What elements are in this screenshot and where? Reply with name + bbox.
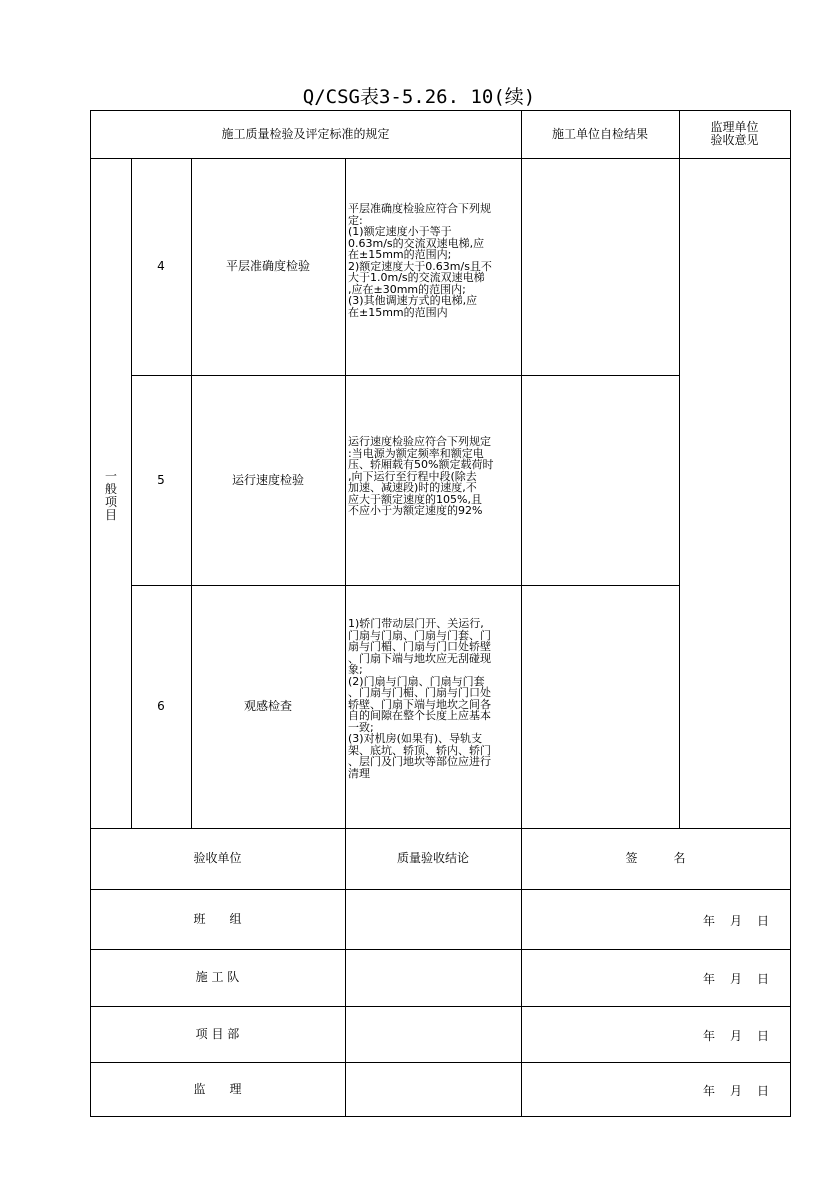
signoff-unit: 班 组 [193, 911, 242, 926]
date-day: 日 [757, 972, 770, 986]
date-day: 日 [757, 1084, 770, 1098]
item-requirement: 平层准确度检验应符合下列规 定: (1)额定速度小于等于 0.63m/s的交流双速电梯,应 在±15mm的范围内; 2)额定速度大于0.63m/s且不 大于1.0m/s的交流双速电梯 ,应在±30mm的范围内; (3)其他调速方式的电梯,应 在±15mm的范围内 [348, 202, 492, 319]
date-year: 年 [703, 1029, 716, 1043]
table-border-bottom [90, 1116, 791, 1117]
signoff-unit: 项 目 部 [195, 1026, 240, 1041]
item-number: 6 [157, 699, 165, 713]
header-self-check: 施工单位自检结果 [551, 126, 648, 141]
header-supervisor-line2: 验收意见 [710, 133, 759, 147]
col-divider-supervisor [679, 110, 680, 828]
signoff-unit-header: 验收单位 [193, 851, 242, 865]
item-requirement: 1)轿门带动层门开、关运行, 门扇与门扇、门扇与门套、门 扇与门楣、门扇与门口处轿壁 、门扇下端与地坎应无刮碰现 象; (2)门扇与门扇、门扇与门套 、门扇与门楣、门扇与门口处 轿壁、门扇下端与地坎之间各 自的间隙在整个长度上应基本 一致; (3)对机房(如果有)、导轨支 架、底坑、轿顶、轿内、轿门 、层门及门地坎等部位应进行 清理 [348, 617, 491, 780]
signoff-conclusion-header: 质量验收结论 [396, 851, 469, 865]
section-label: 一般项目 [104, 469, 117, 522]
item-name: 观感检查 [243, 699, 292, 713]
item-number: 5 [157, 472, 165, 487]
page-title: Q/CSG表3-5.26. 10(续) [302, 86, 536, 108]
header-supervisor-line1: 监理单位 [710, 120, 759, 134]
date-month: 月 [730, 972, 743, 986]
header-regulation: 施工质量检验及评定标准的规定 [221, 126, 390, 141]
date-year: 年 [703, 914, 716, 928]
date-day: 日 [757, 914, 770, 928]
date-month: 月 [730, 914, 743, 928]
sign-char-1: 签 [625, 851, 638, 865]
date-year: 年 [703, 1084, 716, 1098]
header-supervisor [679, 110, 790, 158]
item-number: 4 [157, 259, 165, 273]
col-divider-selfcheck [521, 110, 522, 1117]
item-name: 运行速度检验 [231, 472, 304, 487]
item-requirement: 运行速度检验应符合下列规定 :当电源为额定频率和额定电 压、轿厢载有50%额定载荷时 ,向下运行至行程中段(除去 加速、减速段)时的速度,不 应大于额定速度的105%,且 不应小于为额定速度的92% [348, 435, 494, 517]
signoff-unit: 监 理 [193, 1081, 242, 1096]
item-name: 平层准确度检验 [225, 259, 310, 273]
col-divider-requirement [345, 158, 346, 1117]
table-border-right [790, 110, 791, 1117]
date-day: 日 [757, 1029, 770, 1043]
signoff-sign-header [521, 828, 790, 889]
date-year: 年 [703, 972, 716, 986]
sign-char-2: 名 [673, 851, 686, 865]
signoff-unit: 施 工 队 [195, 970, 240, 984]
date-month: 月 [730, 1029, 743, 1043]
date-month: 月 [730, 1084, 743, 1098]
